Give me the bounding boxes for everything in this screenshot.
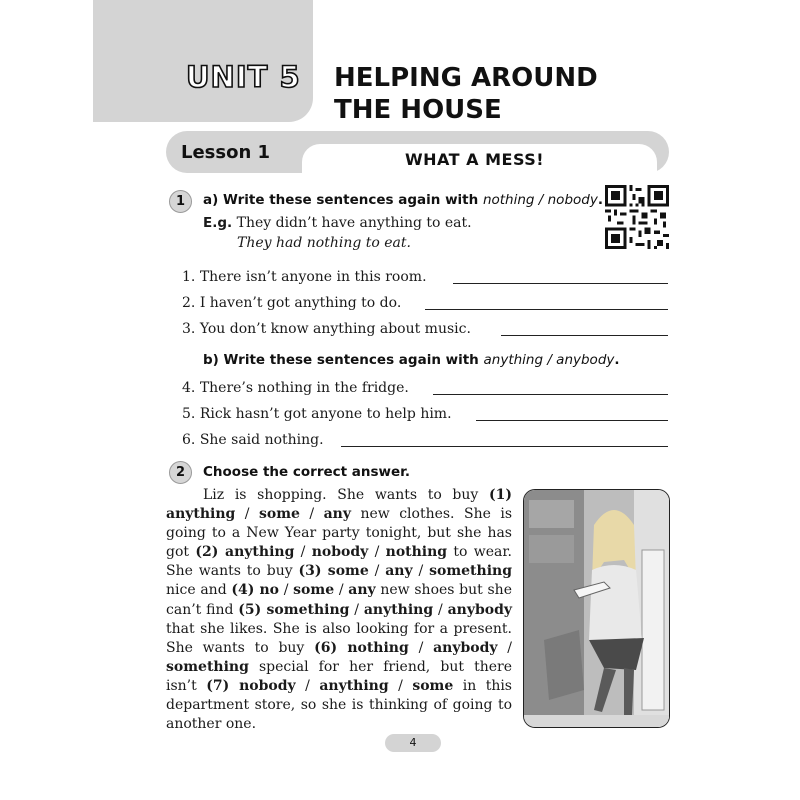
answer-option[interactable]: any [348, 582, 376, 599]
exercise-1-item: 4. There’s nothing in the fridge. [182, 380, 409, 396]
passage-text: / [433, 601, 448, 618]
passage-text: / [235, 506, 259, 523]
answer-option[interactable]: (1) anything [166, 487, 512, 523]
exercise-2-passage [166, 486, 512, 734]
answer-option[interactable]: some [293, 582, 335, 599]
passage-text: / [368, 544, 386, 561]
exercise-1-item: 6. She said nothing. [182, 432, 324, 448]
passage-text: / [388, 677, 413, 694]
lesson-label: Lesson 1 [181, 142, 271, 163]
answer-option[interactable]: nobody [311, 544, 369, 561]
answer-line-2[interactable] [425, 309, 668, 310]
passage-text: / [349, 601, 364, 618]
answer-line-3[interactable] [501, 335, 668, 336]
answer-option[interactable]: some [258, 506, 300, 523]
exercise-1-badge: 1 [169, 190, 192, 213]
exercise-1-item: 1. There isn’t anyone in this room. [182, 269, 427, 285]
qr-code-icon [605, 185, 669, 249]
lesson-title: WHAT A MESS! [405, 150, 545, 169]
answer-option[interactable]: (6) nothing [314, 639, 409, 656]
passage-text: / [412, 563, 430, 580]
passage-text: that she likes. She is also looking for a present. She wants to buy [166, 620, 512, 656]
answer-option[interactable]: anybody [433, 639, 498, 656]
answer-option[interactable]: anything [363, 601, 434, 618]
answer-option[interactable]: (5) something [238, 601, 350, 618]
passage-text: / [368, 563, 386, 580]
page-number: 4 [385, 734, 441, 752]
answer-option[interactable]: (4) no [231, 582, 280, 599]
exercise-1-item: 5. Rick hasn’t got anyone to help him. [182, 406, 452, 422]
exercise-1-item: 3. You don’t know anything about music. [182, 321, 471, 337]
example-sentence: E.g. They didn’t have anything to eat. [203, 215, 472, 231]
exercise-1b-instruction: b) Write these sentences again with anything / anybody. [203, 352, 620, 368]
unit-title [334, 62, 598, 126]
answer-option[interactable]: (2) anything [195, 544, 295, 561]
passage-text: Liz is shopping. She wants to buy [203, 487, 489, 503]
answer-line-4[interactable] [433, 394, 668, 395]
answer-line-6[interactable] [341, 446, 668, 447]
unit-label: UNIT 5 [186, 60, 301, 94]
passage-text: / [295, 677, 320, 694]
answer-option[interactable]: some [412, 677, 454, 694]
answer-option[interactable]: anybody [447, 601, 512, 618]
passage-text: / [299, 506, 324, 523]
shopping-woman-photo [523, 489, 670, 728]
answer-option[interactable]: anything [319, 677, 389, 694]
unit-title-line-1: HELPING AROUND [334, 63, 598, 93]
passage-text: / [279, 582, 294, 599]
answer-option[interactable]: (7) nobody [206, 677, 296, 694]
passage-text: special for her friend, but there isn’t [166, 658, 512, 694]
passage-text: new shoes but she can’t find [166, 582, 512, 618]
answer-option[interactable]: something [166, 658, 249, 675]
exercise-1a-instruction: a) Write these sentences again with nothing / nobody. [203, 192, 603, 208]
answer-option[interactable]: something [429, 563, 512, 580]
answer-line-1[interactable] [453, 283, 668, 284]
passage-text: / [497, 639, 512, 656]
exercise-2-badge: 2 [169, 461, 192, 484]
passage-text: / [294, 544, 312, 561]
answer-option[interactable]: any [323, 506, 351, 523]
passage-text: nice and [166, 582, 232, 599]
passage-text: in this department store, so she is thinking of going to another one. [166, 677, 512, 733]
unit-title-line-2: THE HOUSE [334, 95, 502, 125]
example-answer: They had nothing to eat. [237, 235, 411, 251]
answer-option[interactable]: any [385, 563, 413, 580]
passage-text: to wear. She wants to buy [166, 544, 512, 580]
passage-text: / [334, 582, 349, 599]
answer-option[interactable]: nothing [385, 544, 448, 561]
exercise-2-instruction: Choose the correct answer. [203, 464, 411, 480]
exercise-1-item: 2. I haven’t got anything to do. [182, 295, 402, 311]
answer-option[interactable]: (3) some [298, 563, 369, 580]
passage-text: / [408, 639, 434, 656]
passage-text: new clothes. She is going to a New Year party tonight, but she has got [166, 506, 512, 561]
example-label: E.g. [203, 215, 233, 231]
answer-line-5[interactable] [476, 420, 668, 421]
